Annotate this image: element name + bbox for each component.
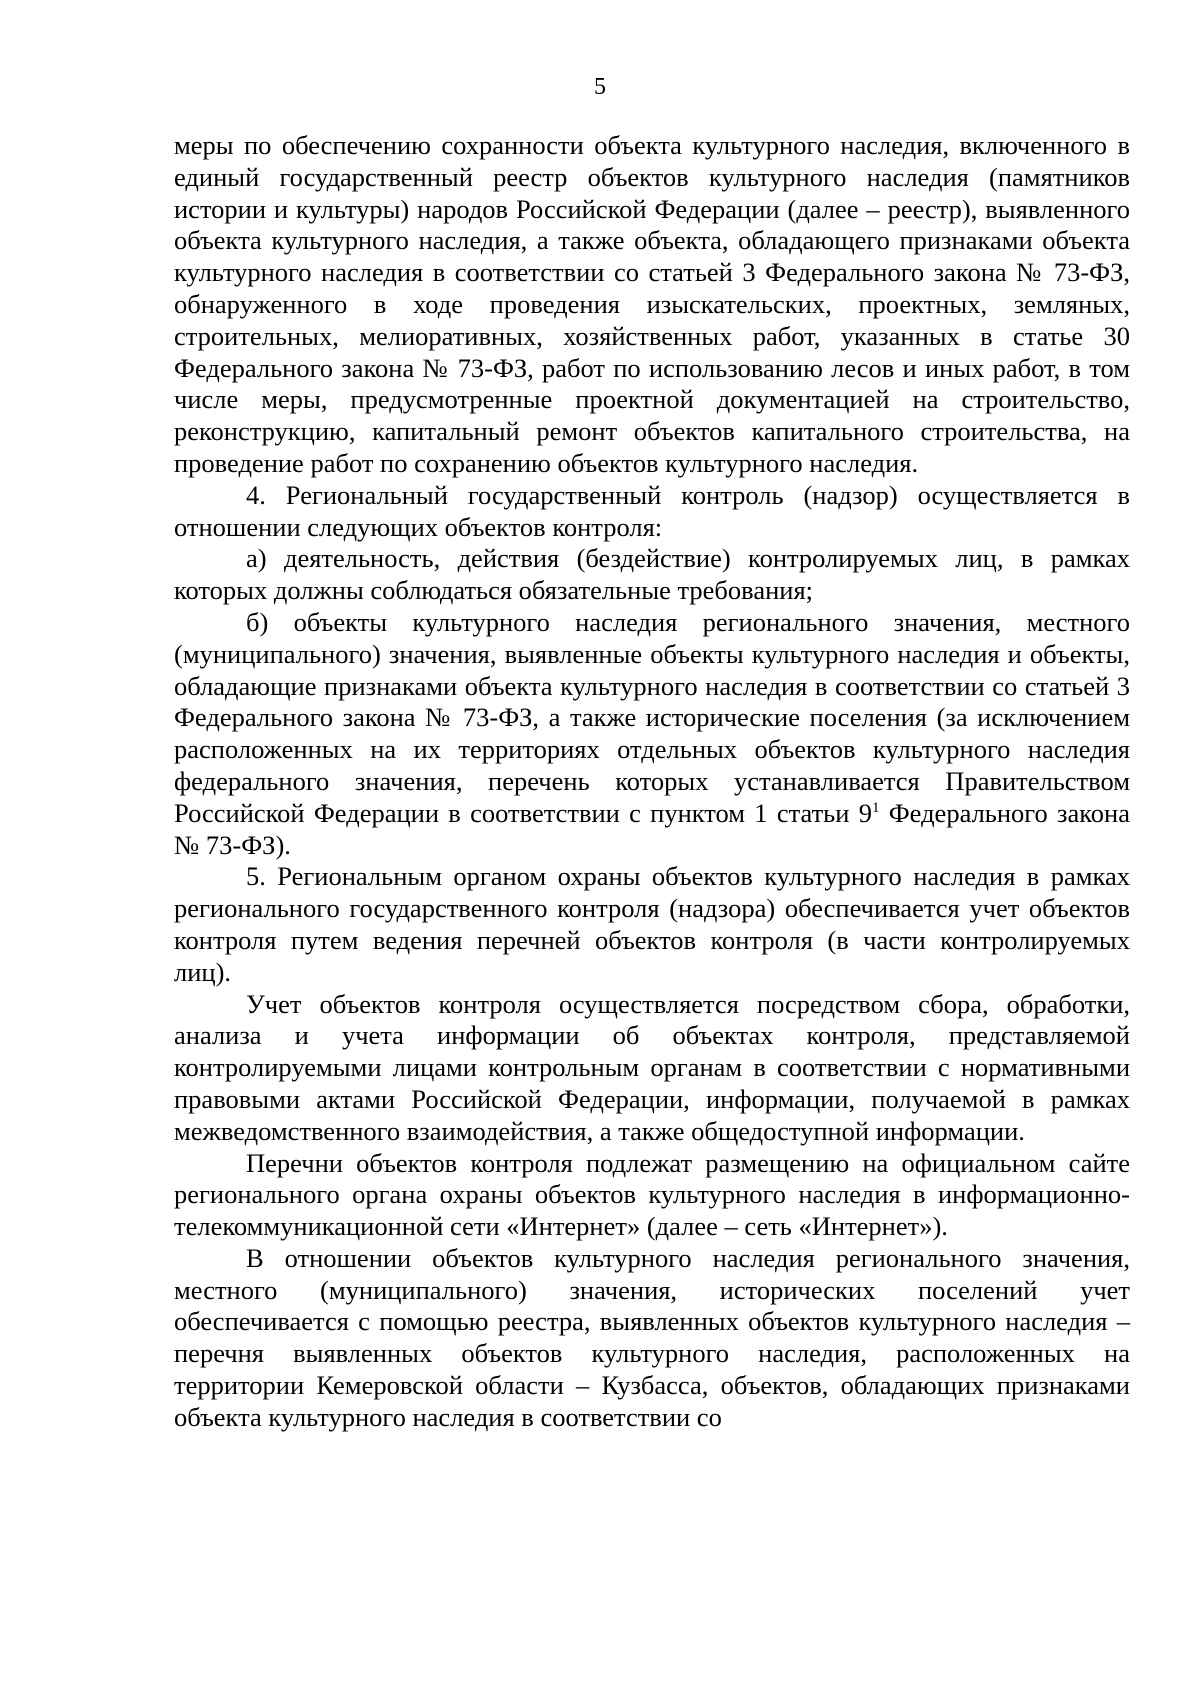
paragraph-subitem-b	[174, 607, 1130, 861]
document-body	[174, 130, 1130, 1434]
paragraph-measures-continuation: меры по обеспечению сохранности объекта культурного наследия, включенного в единый государственный реестр объектов культурного наследия (памятников истории и культуры) народов Российской Федерации (далее – реестр), выявленного объекта культурного наследия, а также объекта, обладающего признаками объекта культурного наследия в соответствии со статьей 3 Федерального закона № 73-ФЗ, обнаруженного в ходе проведения изыскательских, проектных, земляных, строительных, мелиоративных, хозяйственных работ, указанных в статье 30 Федерального закона № 73-ФЗ, работ по использованию лесов и иных работ, в том числе меры, предусмотренные проектной документацией на строительство, реконструкцию, капитальный ремонт объектов капитального строительства, на проведение работ по сохранению объектов культурного наследия.	[174, 130, 1130, 478]
paragraph-lists-publication: Перечни объектов контроля подлежат размещению на официальном сайте регионального органа охраны объектов культурного наследия в информационно-телекоммуникационной сети «Интернет» (далее – сеть «Интернет»).	[174, 1147, 1130, 1242]
subitem-b-text-end: Федерального закона № 73-ФЗ).	[174, 797, 1130, 860]
paragraph-item-4: 4. Региональный государственный контроль (надзор) осуществляется в отношении следующих объектов контроля:	[174, 479, 1130, 542]
paragraph-accounting: Учет объектов контроля осуществляется посредством сбора, обработки, анализа и учета информации об объектах контроля, представляемой контролируемыми лицами контрольным органам в соответствии с нормативными правовыми актами Российской Федерации, информации, получаемой в рамках межведомственного взаимодействия, а также общедоступной информации.	[174, 988, 1130, 1146]
subitem-b-text: б) объекты культурного наследия регионального значения, местного (муниципального) значения, выявленные объекты культурного наследия и объекты, обладающие признаками объекта культурного наследия в соответствии со статьей 3 Федерального закона № 73-ФЗ, а также исторические поселения (за исключением расположенных на их территориях отдельных объектов культурного наследия федерального значения, перечень которых устанавливается Правительством Российской Федерации в соответствии с пунктом 1 статьи 9	[174, 606, 1130, 828]
article-superscript: 1	[871, 799, 880, 816]
page-number: 5	[594, 74, 606, 100]
paragraph-heritage-accounting: В отношении объектов культурного наследия регионального значения, местного (муниципального) значения, исторических поселений учет обеспечивается с помощью реестра, выявленных объектов культурного наследия – перечня выявленных объектов культурного наследия, расположенных на территории Кемеровской области – Кузбасса, объектов, обладающих признаками объекта культурного наследия в соответствии со	[174, 1242, 1130, 1432]
paragraph-subitem-a: а) деятельность, действия (бездействие) контролируемых лиц, в рамках которых должны соблюдаться обязательные требования;	[174, 543, 1130, 606]
paragraph-item-5: 5. Региональным органом охраны объектов культурного наследия в рамках регионального государственного контроля (надзора) обеспечивается учет объектов контроля путем ведения перечней объектов контроля (в части контролируемых лиц).	[174, 861, 1130, 987]
